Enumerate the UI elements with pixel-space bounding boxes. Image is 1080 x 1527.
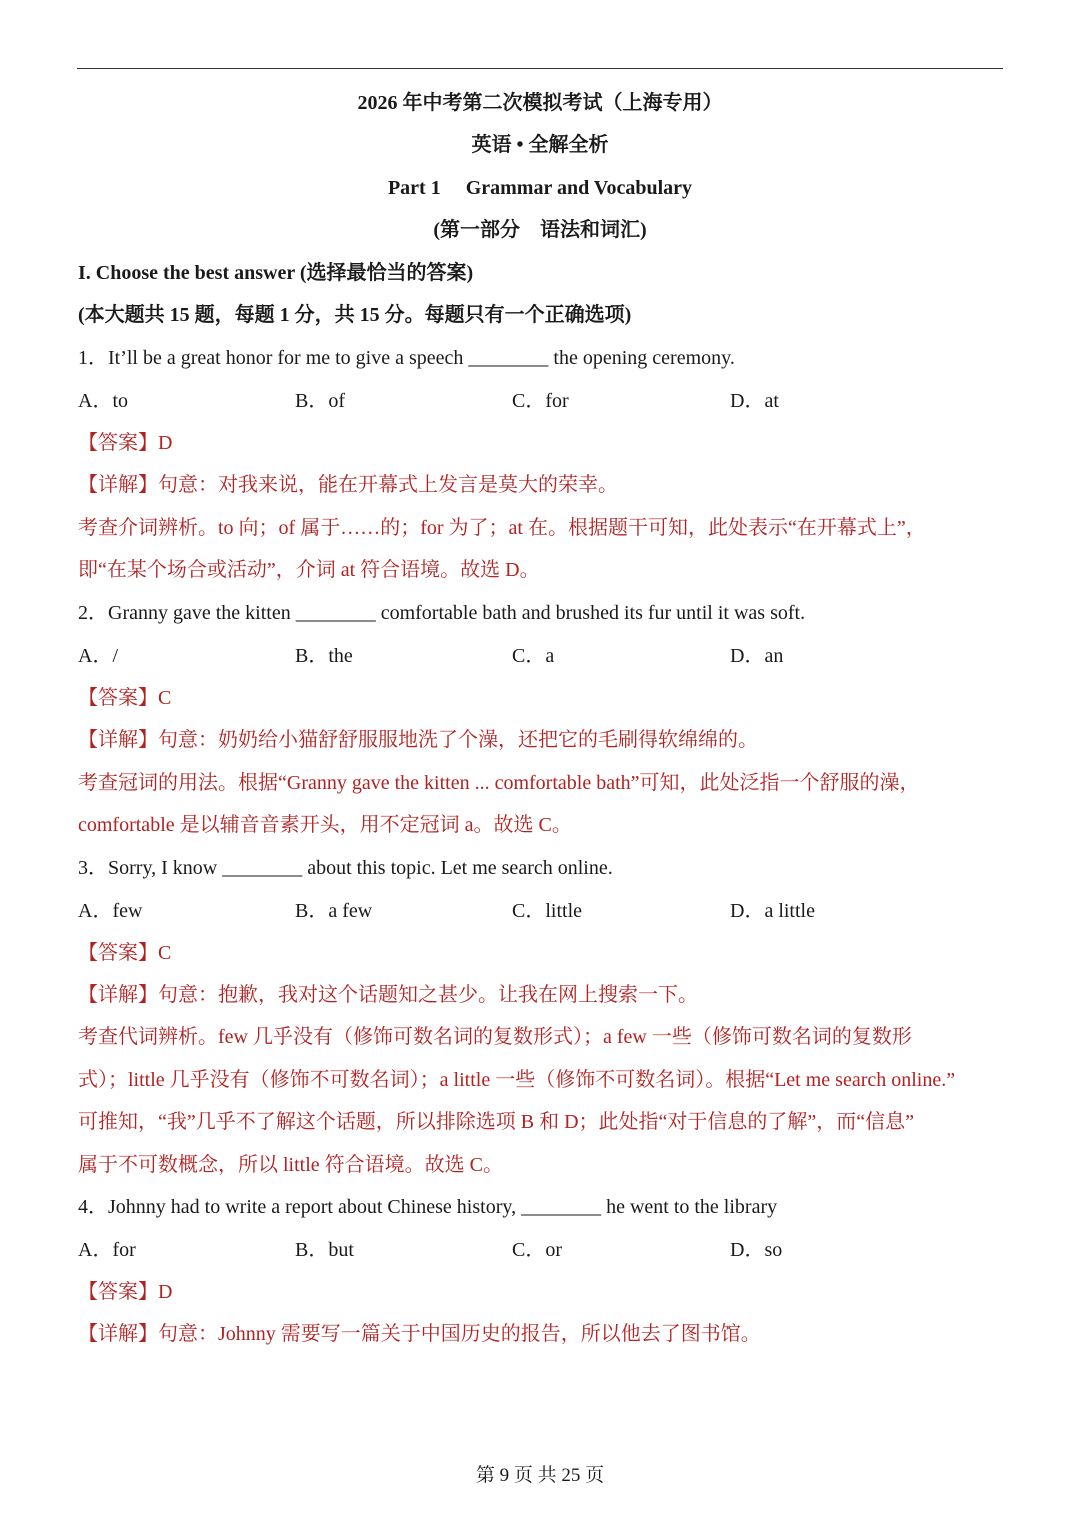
section-heading: I. Choose the best answer (选择最恰当的答案) — [78, 262, 474, 284]
option-c: C．a — [512, 645, 555, 667]
option-b: B．a few — [295, 900, 373, 922]
option-c: C．little — [512, 900, 582, 922]
answer-line: 【答案】C — [78, 687, 172, 709]
option-b: B．but — [295, 1239, 354, 1261]
option-a: A．for — [78, 1239, 136, 1261]
explanation-line: 即“在某个场合或活动”，介词 at 符合语境。故选 D。 — [78, 559, 540, 581]
explanation-line: 考查冠词的用法。根据“Granny gave the kitten ... comfortable bath”可知，此处泛指一个舒服的澡， — [78, 772, 920, 794]
option-d: D．at — [730, 390, 779, 412]
explanation-line: 【详解】句意：Johnny 需要写一篇关于中国历史的报告，所以他去了图书馆。 — [78, 1323, 761, 1345]
part-heading-cn: (第一部分 语法和词汇) — [433, 219, 647, 241]
option-d: D．an — [730, 645, 784, 667]
explanation-line: 考查介词辨析。to 向；of 属于……的；for 为了；at 在。根据题干可知，此处表示“在开幕式上”， — [78, 517, 926, 539]
explanation-line: 考查代词辨析。few 几乎没有（修饰可数名词的复数形式）；a few 一些（修饰可数名词的复数形 — [78, 1026, 912, 1048]
question-stem: 4．Johnny had to write a report about Chinese history, ________ he went to the library — [78, 1196, 778, 1218]
option-b: B．the — [295, 645, 353, 667]
answer-line: 【答案】D — [78, 432, 173, 454]
explanation-line: comfortable 是以辅音音素开头，用不定冠词 a。故选 C。 — [78, 814, 572, 836]
part-heading: Part 1 Grammar and Vocabulary — [387, 177, 693, 199]
option-c: C．or — [512, 1239, 562, 1261]
question-stem: 1．It’ll be a great honor for me to give a speech ________ the opening ceremony. — [78, 347, 735, 369]
page-subtitle: 英语 • 全解全析 — [471, 134, 609, 156]
option-d: D．so — [730, 1239, 783, 1261]
explanation-line: 【详解】句意：对我来说，能在开幕式上发言是莫大的荣幸。 — [78, 474, 618, 496]
option-d: D．a little — [730, 900, 815, 922]
option-c: C．for — [512, 390, 569, 412]
explanation-line: 可推知，“我”几乎不了解这个话题，所以排除选项 B 和 D；此处指“对于信息的了解”，而“信息” — [78, 1111, 915, 1133]
option-a: A．to — [78, 390, 128, 412]
answer-line: 【答案】D — [78, 1281, 173, 1303]
explanation-line: 【详解】句意：抱歉，我对这个话题知之甚少。让我在网上搜索一下。 — [78, 984, 698, 1006]
question-stem: 2．Granny gave the kitten ________ comfortable bath and brushed its fur until it was soft. — [78, 602, 806, 624]
page-number: 第 9 页 共 25 页 — [475, 1465, 605, 1486]
section-instructions: (本大题共 15 题，每题 1 分，共 15 分。每题只有一个正确选项) — [78, 304, 632, 326]
top-rule — [77, 68, 1003, 69]
option-b: B．of — [295, 390, 345, 412]
explanation-line: 属于不可数概念，所以 little 符合语境。故选 C。 — [78, 1154, 503, 1176]
page-title: 2026 年中考第二次模拟考试（上海专用） — [357, 92, 723, 114]
answer-line: 【答案】C — [78, 942, 172, 964]
option-a: A．/ — [78, 645, 118, 667]
option-a: A．few — [78, 900, 143, 922]
explanation-line: 【详解】句意：奶奶给小猫舒舒服服地洗了个澡，还把它的毛刷得软绵绵的。 — [78, 729, 758, 751]
question-stem: 3．Sorry, I know ________ about this topic. Let me search online. — [78, 857, 613, 879]
explanation-line: 式）；little 几乎没有（修饰不可数名词）；a little 一些（修饰不可数名词）。根据“Let me search online.” — [78, 1069, 956, 1091]
